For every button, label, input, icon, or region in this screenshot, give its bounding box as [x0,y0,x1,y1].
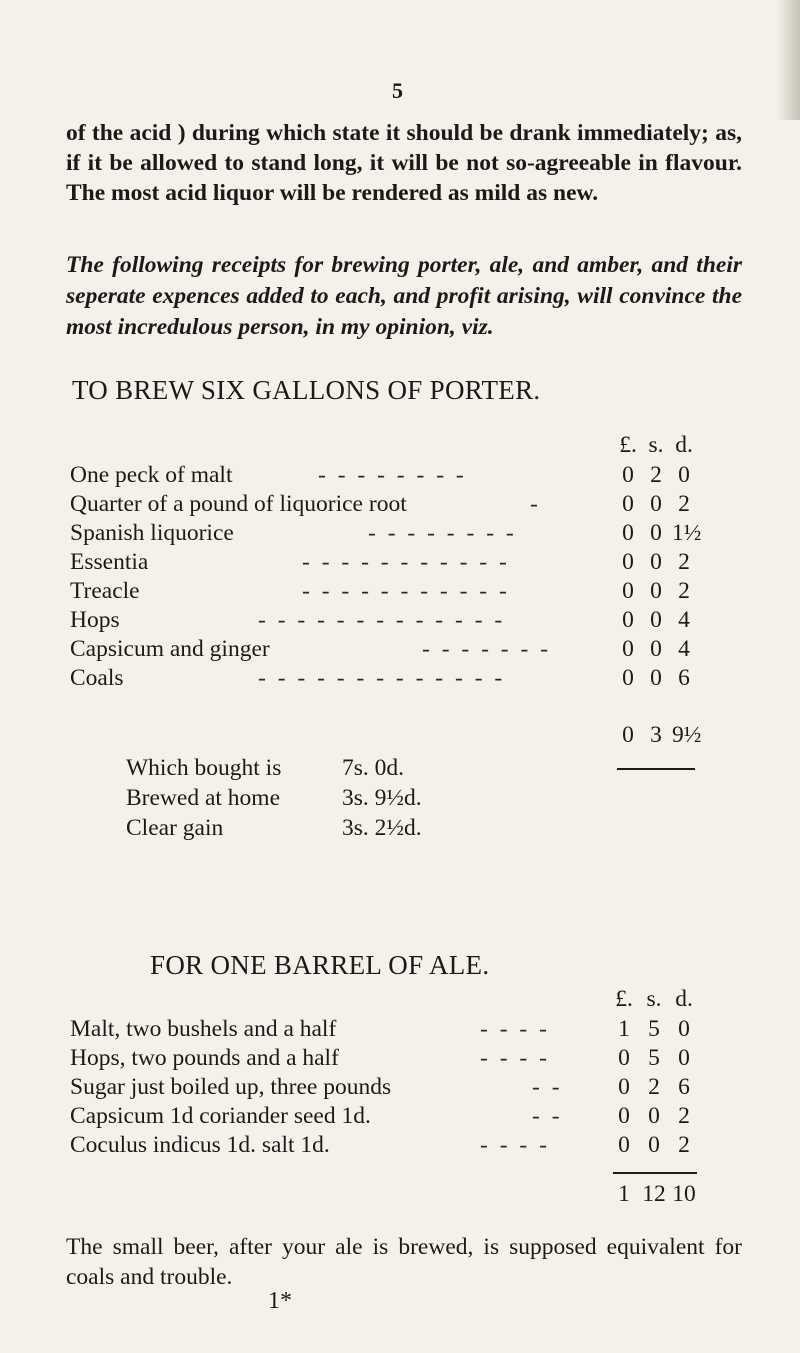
ingredient-name: Malt, two bushels and a half [70,1016,337,1042]
pence-value: 2 [678,549,690,575]
clear-gain-label: Clear gain [126,815,224,841]
shillings-value: 5 [648,1045,660,1071]
porter-column-headers [0,432,800,462]
ingredient-name: Coculus indicus 1d. salt 1d. [70,1132,330,1158]
shillings-value: 0 [650,578,662,604]
dot-leader: - - - - - - - - - - - [302,549,510,575]
ingredient-name: Capsicum and ginger [70,636,270,662]
ingredient-name: Coals [70,665,124,691]
home-brewed-label: Brewed at home [126,785,281,811]
dot-leader: - - - - - - - - - - - - - [258,607,506,633]
page-number: 5 [392,78,403,103]
porter-total-rule [617,768,695,770]
ale-heading: FOR ONE BARREL OF ALE. [150,950,490,980]
porter-total-row [0,722,800,752]
pounds-value: 0 [622,578,634,604]
ale-column-headers [0,986,800,1016]
pence-value: 2 [678,1103,690,1129]
ingredient-name: Spanish liquorice [70,520,234,546]
porter-total-pounds: 0 [622,722,634,748]
pence-column-header: d. [675,432,693,458]
pence-value: 2 [678,578,690,604]
shillings-column-header: s. [646,986,662,1012]
ale-total-pounds: 1 [618,1181,630,1207]
ale-total-row [0,1181,800,1211]
shillings-value: 0 [650,491,662,517]
shillings-column-header: s. [648,432,664,458]
pence-value: 6 [678,665,690,691]
closing-paragraph: The small beer, after your ale is brewed, is supposed equivalent for coals and trouble. [66,1234,742,1290]
dot-leader: - - - - - - - - - - - [302,578,510,604]
porter-total-shillings: 3 [650,722,662,748]
pounds-value: 0 [618,1103,630,1129]
pence-value: 2 [678,491,690,517]
bought-price-value: 7s. 0d. [342,755,405,781]
page-edge-shadow [776,0,800,120]
pence-value: 1½ [672,520,702,546]
porter-total-pence: 9½ [672,722,702,748]
shillings-value: 0 [648,1103,660,1129]
pounds-column-header: £. [615,986,633,1012]
shillings-value: 0 [650,665,662,691]
shillings-value: 0 [650,520,662,546]
shillings-value: 0 [650,607,662,633]
shillings-value: 2 [648,1074,660,1100]
pence-column-header: d. [675,986,693,1012]
dot-leader: - - - - - - - - - - - - - [258,665,506,691]
dot-leader: - - - - [480,1132,550,1158]
dot-leader: - - - - [480,1016,550,1042]
dot-leader: - - [532,1103,563,1129]
ingredient-name: One peck of malt [70,462,233,488]
pounds-column-header: £. [619,432,637,458]
ingredient-name: Capsicum 1d coriander seed 1d. [70,1103,371,1129]
dot-leader: - - - - - - - [422,636,552,662]
pence-value: 4 [678,636,690,662]
pounds-value: 0 [622,636,634,662]
dot-leader: - [530,491,541,517]
ingredient-name: Quarter of a pound of liquorice root [70,491,407,517]
shillings-value: 0 [650,549,662,575]
ale-total-shillings: 12 [642,1181,666,1207]
dot-leader: - - - - [480,1045,550,1071]
pounds-value: 0 [622,549,634,575]
signature-mark: 1* [268,1288,292,1314]
pence-value: 4 [678,607,690,633]
shillings-value: 2 [650,462,662,488]
pence-value: 0 [678,1045,690,1071]
pounds-value: 0 [622,462,634,488]
home-brewed-value: 3s. 9½d. [342,785,422,811]
pounds-value: 0 [622,491,634,517]
ingredient-name: Hops [70,607,120,633]
pounds-value: 0 [622,607,634,633]
shillings-value: 5 [648,1016,660,1042]
intro-paragraph: of the acid ) during which state it should be drank immediately; as, if it be allowed to stand long, it will be not so-agreeable in flavour. The most acid liquor will be rendered as mild as new. [66,120,742,206]
pounds-value: 0 [622,665,634,691]
shillings-value: 0 [648,1132,660,1158]
pounds-value: 0 [618,1074,630,1100]
dot-leader: - - - - - - - - [368,520,517,546]
ingredient-name: Sugar just boiled up, three pounds [70,1074,392,1100]
dot-leader: - - - - - - - - [318,462,467,488]
pounds-value: 0 [618,1132,630,1158]
ingredient-name: Treacle [70,578,140,604]
shillings-value: 0 [650,636,662,662]
pounds-value: 0 [622,520,634,546]
ale-total-rule [613,1172,697,1174]
pence-value: 0 [678,462,690,488]
dot-leader: - - [532,1074,563,1100]
receipts-intro-paragraph: The following receipts for brewing porter, ale, and amber, and their seperate expences added to each, and profit arising, will convince the most incredulous person, in my opinion, viz. [66,252,742,340]
pence-value: 0 [678,1016,690,1042]
pence-value: 6 [678,1074,690,1100]
ingredient-name: Essentia [70,549,149,575]
clear-gain-value: 3s. 2½d. [342,815,422,841]
ingredient-name: Hops, two pounds and a half [70,1045,339,1071]
pounds-value: 1 [618,1016,630,1042]
pence-value: 2 [678,1132,690,1158]
porter-heading: TO BREW SIX GALLONS OF PORTER. [72,375,541,405]
ale-total-pence: 10 [672,1181,696,1207]
bought-price-label: Which bought is [126,755,282,781]
pounds-value: 0 [618,1045,630,1071]
